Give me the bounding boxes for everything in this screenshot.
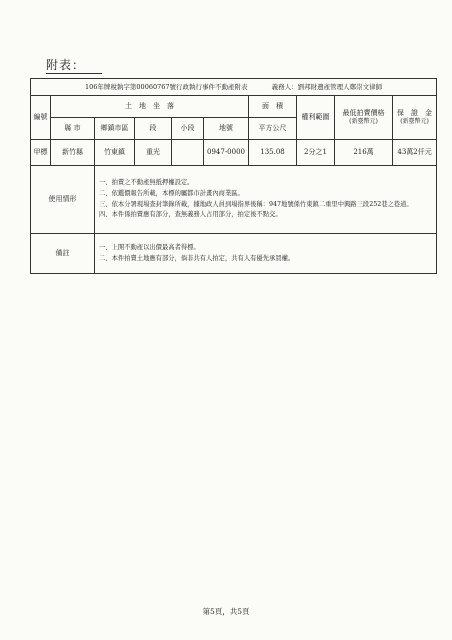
remarks-notes: [95, 234, 437, 274]
header-land-location: 土 地 坐 落: [51, 96, 249, 118]
row-section: 重光: [135, 140, 172, 166]
property-table: [30, 78, 437, 274]
header-deposit-label: 保 證 金: [397, 109, 433, 118]
header-deposit-unit: (新臺幣元): [400, 118, 429, 126]
header-township: 鄉鎮市區: [95, 118, 135, 140]
header-subsection: 小段: [172, 118, 204, 140]
row-area: 135.08: [249, 140, 297, 166]
header-county: 縣 市: [51, 118, 95, 140]
usage-item: 三、依本分署現場查封筆錄所載，據地政人員到場指界後稱：947地號係竹東鎮二重里中興路三段252巷之巷道。: [99, 200, 413, 208]
header-section: 段: [135, 118, 172, 140]
attachment-label: 附表：: [46, 58, 86, 72]
remarks-item: 一、上開不動產以出價最高者得標。: [99, 243, 200, 251]
header-serial: 編號: [31, 96, 51, 140]
usage-item: 二、依鑑價報告所載，本標的屬都市計畫內商業區。: [99, 189, 244, 197]
header-share: 權利範圍: [297, 96, 335, 140]
row-deposit: 43萬2仟元: [393, 140, 437, 166]
row-share: 2分之1: [297, 140, 335, 166]
caption-row: [31, 79, 437, 96]
row-serial: 甲標: [31, 140, 51, 166]
header-area-unit: 平方公尺: [249, 118, 297, 140]
table-row: [31, 140, 437, 166]
row-township: 竹東鎮: [95, 140, 135, 166]
row-min-price: 216萬: [335, 140, 393, 166]
table-caption: 106年牌稅執字第00060767號行政執行事件不動產附表: [85, 82, 248, 91]
row-lot: 0947-0000: [204, 140, 249, 166]
usage-item: 一、拍賣之不動產無抵押權設定。: [99, 179, 194, 187]
remarks-row: [31, 234, 437, 274]
row-subsection: [172, 140, 204, 166]
header-min-price-label: 最低拍賣價格: [342, 109, 385, 118]
header-lot: 地號: [204, 118, 249, 140]
header-area: 面 積: [249, 96, 297, 118]
obligor: 義務人：劉邦財遺產管理人鄭崇文律師: [271, 82, 383, 91]
header-deposit: [393, 96, 437, 140]
usage-notes: [95, 166, 437, 234]
usage-row: [31, 166, 437, 234]
header-min-price: [335, 96, 393, 140]
attachment-underline: [46, 73, 102, 74]
page-number: 第5頁，共5頁: [202, 607, 250, 616]
remarks-label: 備註: [31, 234, 95, 274]
usage-item: 四、本件係拍賣應有部分，查無義務人占用部分，拍定後不點交。: [99, 211, 282, 219]
header-min-price-unit: (新臺幣元): [349, 118, 378, 126]
usage-label: 使用情形: [31, 166, 95, 234]
remarks-item: 二、本件拍賣土地應有部分，倘非共有人拍定，共有人有優先承買權。: [99, 254, 295, 262]
row-county: 新竹縣: [51, 140, 95, 166]
header-row-1: [31, 96, 437, 118]
